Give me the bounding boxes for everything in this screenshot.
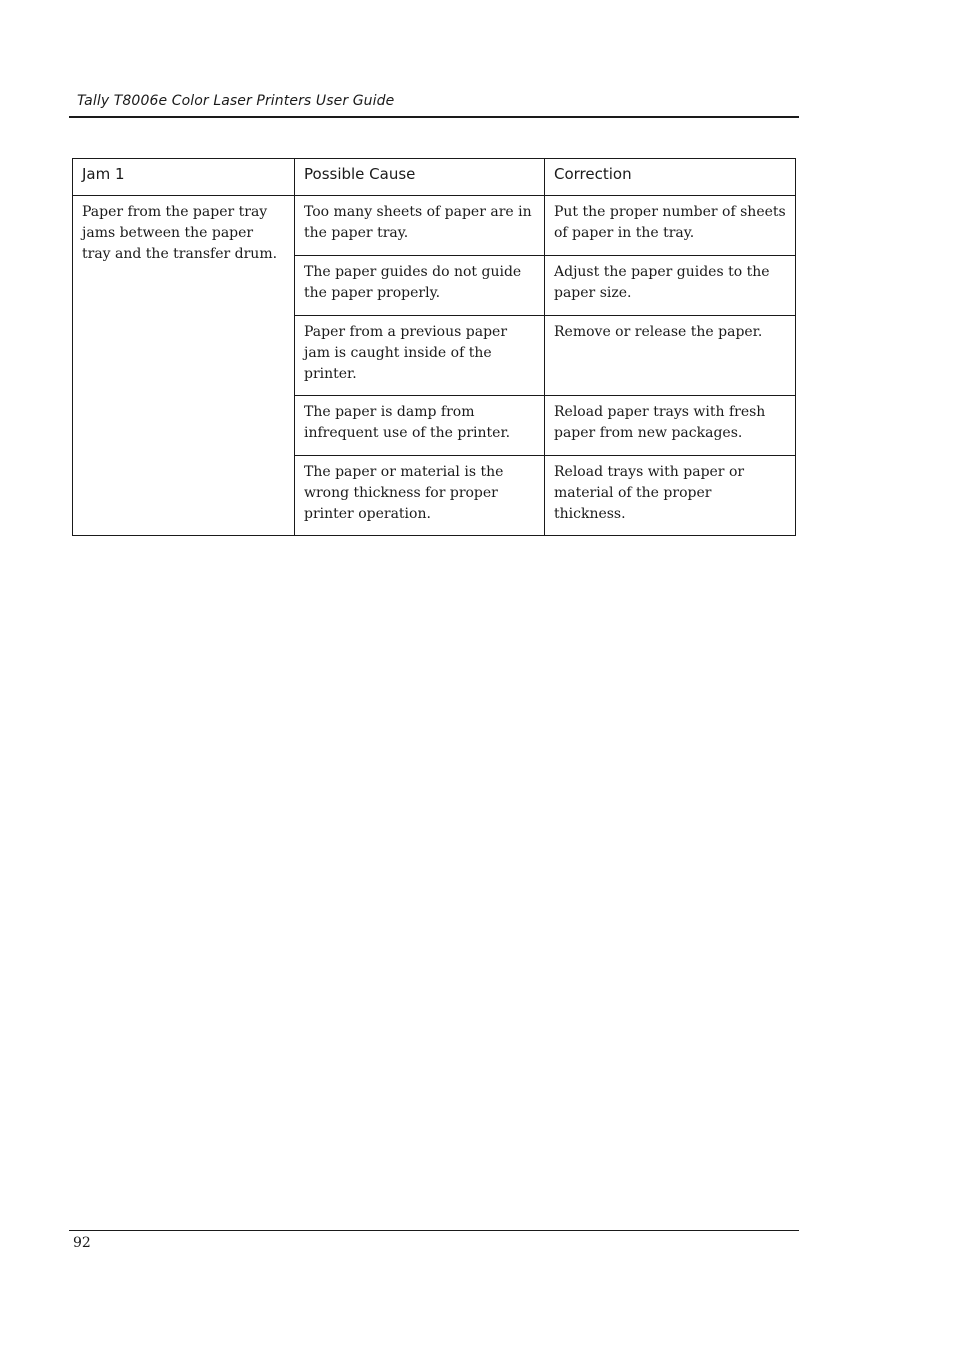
- correction-cell: Remove or release the paper.: [545, 316, 796, 396]
- table-header-row: [73, 159, 796, 196]
- correction-cell: Reload trays with paper or material of the proper thickness.: [545, 456, 796, 536]
- page-number: 92: [73, 1235, 91, 1251]
- column-header-correction: Correction: [545, 159, 796, 196]
- correction-cell: Adjust the paper guides to the paper size.: [545, 256, 796, 316]
- possible-cause-cell: The paper or material is the wrong thickness for proper printer operation.: [295, 456, 545, 536]
- correction-cell: Put the proper number of sheets of paper in the tray.: [545, 196, 796, 256]
- table-row: [73, 196, 796, 256]
- column-header-possible-cause: Possible Cause: [295, 159, 545, 196]
- correction-cell: Reload paper trays with fresh paper from new packages.: [545, 396, 796, 456]
- possible-cause-cell: The paper guides do not guide the paper properly.: [295, 256, 545, 316]
- running-header: [69, 92, 799, 118]
- running-header-title: Tally T8006e Color Laser Printers User Guide: [77, 93, 395, 109]
- jam-troubleshooting-table: [72, 158, 796, 536]
- column-header-jam: Jam 1: [73, 159, 295, 196]
- possible-cause-cell: Too many sheets of paper are in the paper tray.: [295, 196, 545, 256]
- jam-problem-description: Paper from the paper tray jams between the paper tray and the transfer drum.: [73, 196, 295, 536]
- possible-cause-cell: Paper from a previous paper jam is caught inside of the printer.: [295, 316, 545, 396]
- possible-cause-cell: The paper is damp from infrequent use of the printer.: [295, 396, 545, 456]
- running-footer: [69, 1230, 799, 1251]
